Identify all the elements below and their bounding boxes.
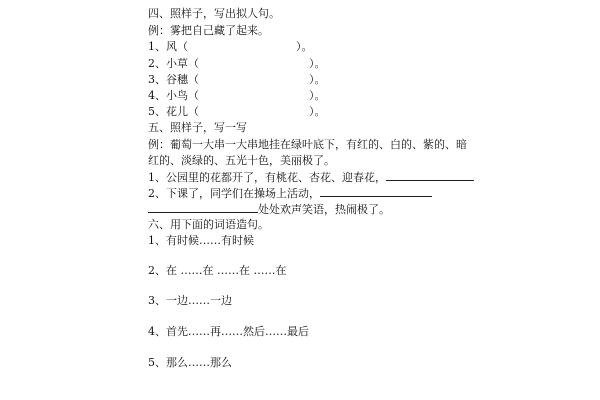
answer-blank[interactable] bbox=[320, 186, 432, 197]
answer-blank[interactable] bbox=[148, 202, 258, 213]
item-label: 1、风（ bbox=[148, 40, 188, 53]
question-text: 2、下课了，同学们在操场上活动， bbox=[148, 187, 320, 200]
question-text: 处处欢声笑语，热闹极了。 bbox=[258, 203, 390, 216]
section6-item-2: 2、在 ……在 ……在 ……在 bbox=[148, 264, 287, 277]
section6-item-3: 3、一边……一边 bbox=[148, 294, 232, 307]
section4-item-2 bbox=[148, 57, 326, 71]
section4-item-1 bbox=[148, 40, 313, 54]
section4-item-3 bbox=[148, 73, 326, 87]
section5-example-line1: 例：葡萄一大串一大串地挂在绿叶底下，有红的、白的、紫的、暗 bbox=[148, 138, 467, 151]
section5-heading: 五、照样子，写一写 bbox=[148, 121, 247, 134]
section5-question-1 bbox=[148, 170, 474, 185]
section6-item-1: 1、有时候……有时候 bbox=[148, 234, 254, 247]
answer-blank[interactable] bbox=[386, 170, 474, 181]
section6-heading: 六、用下面的词语造句。 bbox=[148, 218, 269, 231]
item-close: ）。 bbox=[296, 40, 313, 53]
section5-question-2-continued bbox=[148, 202, 390, 217]
section4-item-5 bbox=[148, 105, 326, 119]
item-label: 4、小鸟（ bbox=[148, 89, 199, 102]
item-close: ）。 bbox=[309, 73, 326, 86]
item-label: 3、谷穗（ bbox=[148, 73, 199, 86]
item-close: ）。 bbox=[309, 57, 326, 70]
item-close: ）。 bbox=[309, 89, 326, 102]
section6-item-4: 4、首先……再……然后……最后 bbox=[148, 325, 309, 338]
item-close: ）。 bbox=[309, 105, 326, 118]
section4-heading: 四、照样子，写出拟人句。 bbox=[148, 7, 280, 20]
question-text: 1、公园里的花都开了，有桃花、杏花、迎春花， bbox=[148, 171, 386, 184]
section4-item-4 bbox=[148, 89, 326, 103]
section5-example-line2: 红的、淡绿的、五光十色，美丽极了。 bbox=[148, 154, 335, 167]
section5-question-2 bbox=[148, 186, 432, 201]
item-label: 5、花儿（ bbox=[148, 105, 199, 118]
section6-item-5: 5、那么……那么 bbox=[148, 356, 232, 369]
item-label: 2、小草（ bbox=[148, 57, 199, 70]
section4-example: 例：雾把自己藏了起来。 bbox=[148, 24, 269, 37]
